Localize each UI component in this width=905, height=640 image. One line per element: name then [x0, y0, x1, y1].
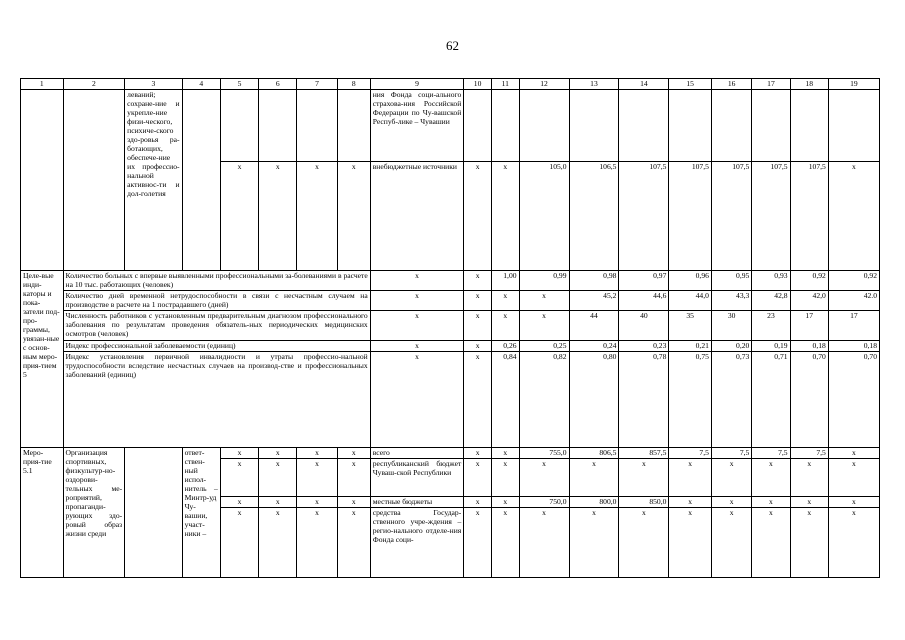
value-cell: x [669, 459, 712, 497]
value-cell: 0,18 [790, 341, 828, 352]
value-cell: 750,0 [519, 497, 569, 508]
measure-executor-cell: ответ-ствен-ный испол-нитель – Минтр-уд Чу-вашии, участ-ники – [182, 448, 220, 578]
value-cell: 45,2 [569, 291, 619, 311]
cell-empty [337, 90, 370, 162]
table-cell: x [464, 508, 492, 578]
indicator-row [21, 271, 880, 291]
table-cell: x [464, 162, 492, 271]
table-cell: x [491, 162, 519, 271]
cell-empty [669, 90, 712, 162]
value-cell: 0,93 [752, 271, 790, 291]
table-cell: x [491, 459, 519, 497]
value-cell: 850,0 [619, 497, 669, 508]
value-cell: x [619, 508, 669, 578]
indicator-name: Численность работников с установленным предварительным диагнозом профессионального заболевания по результатам проведения обязатель-ных периодических медицинских осмотров (человек) [63, 311, 370, 341]
table-cell: x [297, 508, 337, 578]
col-header-5: 5 [220, 79, 258, 90]
value-cell: x [711, 508, 751, 578]
value-cell: 0,20 [711, 341, 751, 352]
value-cell: 0,18 [828, 341, 879, 352]
value-cell: x [828, 162, 879, 271]
cell-empty [464, 90, 492, 162]
value-cell: x [828, 448, 879, 459]
col-header-8: 8 [337, 79, 370, 90]
program-table [20, 78, 880, 578]
table-cell: x [491, 508, 519, 578]
indicator-name: Индекс установления первичной инвалидности и утраты профессио-нальной трудоспособности вследствие несчастных случаев на производ-стве и профессиональных заболеваний (единиц) [63, 352, 370, 448]
value-cell: 0,99 [519, 271, 569, 291]
value-cell: 0,19 [752, 341, 790, 352]
value-cell: x [669, 497, 712, 508]
value-cell: x [752, 459, 790, 497]
value-cell: x [569, 508, 619, 578]
funding-source-cell: местные бюджеты [370, 497, 464, 508]
cell-empty [259, 90, 297, 162]
indicators-label-cell: Целе-вые инди-каторы и пока-затели под-про-граммы, увязан-ные с основ-ным меро-прия-тием 5 [21, 271, 64, 448]
value-cell: x [569, 459, 619, 497]
value-cell: 0,98 [569, 271, 619, 291]
measure-row [21, 448, 880, 459]
table-cell: x [370, 341, 464, 352]
col-header-16: 16 [711, 79, 751, 90]
funding-source-cell: республиканский бюджет Чуваш-ской Республики [370, 459, 464, 497]
table-cell: x [337, 448, 370, 459]
table-cell: x [220, 448, 258, 459]
value-cell: 0,92 [790, 271, 828, 291]
table-cell: x [337, 162, 370, 271]
table-cell: x [464, 311, 492, 341]
value-cell: 7,5 [669, 448, 712, 459]
value-cell: 800,0 [569, 497, 619, 508]
column-number-row [21, 79, 880, 90]
table-cell: x [337, 508, 370, 578]
budget-table-sheet [20, 78, 880, 580]
value-cell: 755,0 [519, 448, 569, 459]
col-header-6: 6 [259, 79, 297, 90]
value-cell: 17 [828, 311, 879, 341]
funding-source-cell: средства Государ-ственного учре-ждения – регио-нального отделе-ния Фонда соци- [370, 508, 464, 578]
cell-empty [220, 90, 258, 162]
value-cell: 44,6 [619, 291, 669, 311]
table-cell: x [464, 291, 492, 311]
table-cell: x [491, 497, 519, 508]
value-cell: 0,73 [711, 352, 751, 448]
cell-empty [828, 90, 879, 162]
table-cell: x [337, 497, 370, 508]
table-cell: x [297, 162, 337, 271]
value-cell: x [752, 497, 790, 508]
col-header-13: 13 [569, 79, 619, 90]
table-cell: x [464, 352, 492, 448]
value-cell: x [790, 508, 828, 578]
value-cell: x [828, 459, 879, 497]
table-cell: x [259, 497, 297, 508]
col-header-4: 4 [182, 79, 220, 90]
value-cell: 0,82 [519, 352, 569, 448]
value-cell: 107,5 [752, 162, 790, 271]
value-cell: 7,5 [790, 448, 828, 459]
table-cell: x [297, 448, 337, 459]
value-cell: 44,0 [669, 291, 712, 311]
cell-empty [619, 90, 669, 162]
funding-source-cell: всего [370, 448, 464, 459]
value-cell: 44 [569, 311, 619, 341]
table-cell: x [297, 497, 337, 508]
table-cell: x [464, 448, 492, 459]
value-cell: 0,95 [711, 271, 751, 291]
value-cell: 0,96 [669, 271, 712, 291]
cell-empty [491, 90, 519, 162]
indicator-row [21, 311, 880, 341]
table-cell: x [220, 162, 258, 271]
value-cell: 107,5 [619, 162, 669, 271]
value-cell: 0,84 [491, 352, 519, 448]
value-cell: 7,5 [711, 448, 751, 459]
cell-empty [790, 90, 828, 162]
funding-source-cell: ния Фонда соци-ального страхова-ния Российской Федерации по Чу-вашской Респуб-лике – Чувашии [370, 90, 464, 162]
value-cell: 0,78 [619, 352, 669, 448]
table-cell: x [464, 459, 492, 497]
value-cell: x [519, 311, 569, 341]
col-header-3: 3 [125, 79, 182, 90]
col-header-7: 7 [297, 79, 337, 90]
value-cell: 105,0 [519, 162, 569, 271]
value-cell: x [752, 508, 790, 578]
value-cell: 1,00 [491, 271, 519, 291]
value-cell: 43,3 [711, 291, 751, 311]
col-header-1: 1 [21, 79, 64, 90]
table-cell: x [370, 311, 464, 341]
col-header-9: 9 [370, 79, 464, 90]
cell-empty [63, 90, 125, 271]
indicator-name: Индекс профессиональной заболеваемости (единиц) [63, 341, 370, 352]
cell-empty [752, 90, 790, 162]
table-cell: x [220, 459, 258, 497]
value-cell: 0,25 [519, 341, 569, 352]
value-cell: 806,5 [569, 448, 619, 459]
task-description-cell: леваний; сохране-ние и укрепле-ние физи-ческого, психиче-ского здо-ровья ра-ботающих, обеспече-ние их профессио-нальной активнос-ти и дол-голетия [125, 90, 182, 271]
cell-empty [297, 90, 337, 162]
value-cell: x [519, 508, 569, 578]
table-cell: x [370, 291, 464, 311]
col-header-2: 2 [63, 79, 125, 90]
value-cell: 107,5 [711, 162, 751, 271]
value-cell: 107,5 [669, 162, 712, 271]
value-cell: x [519, 291, 569, 311]
table-cell: x [491, 448, 519, 459]
indicator-name: Количество больных с впервые выявленными профессиональными за-болеваниями в расчете на 10 тыс. работающих (человек) [63, 271, 370, 291]
cell-empty [21, 90, 64, 271]
col-header-12: 12 [519, 79, 569, 90]
value-cell: 0,21 [669, 341, 712, 352]
value-cell: x [828, 497, 879, 508]
table-cell: x [259, 448, 297, 459]
table-cell: x [464, 271, 492, 291]
value-cell: 0,70 [828, 352, 879, 448]
col-header-17: 17 [752, 79, 790, 90]
table-row [21, 90, 880, 162]
value-cell: 857,5 [619, 448, 669, 459]
value-cell: 42,8 [752, 291, 790, 311]
value-cell: 30 [711, 311, 751, 341]
table-cell: x [464, 341, 492, 352]
table-cell: x [220, 508, 258, 578]
page-number: 62 [446, 38, 459, 53]
value-cell: 0,24 [569, 341, 619, 352]
table-cell: x [259, 508, 297, 578]
table-cell: x [370, 352, 464, 448]
value-cell: x [790, 497, 828, 508]
value-cell: 106,5 [569, 162, 619, 271]
table-cell: x [259, 459, 297, 497]
value-cell: 35 [669, 311, 712, 341]
cell-empty [519, 90, 569, 162]
value-cell: 40 [619, 311, 669, 341]
value-cell: 42.0 [828, 291, 879, 311]
table-cell: x [259, 162, 297, 271]
value-cell: 17 [790, 311, 828, 341]
col-header-10: 10 [464, 79, 492, 90]
col-header-19: 19 [828, 79, 879, 90]
value-cell: 0,80 [569, 352, 619, 448]
indicator-row [21, 341, 880, 352]
table-cell: x [297, 459, 337, 497]
col-header-14: 14 [619, 79, 669, 90]
value-cell: x [711, 497, 751, 508]
value-cell: 0,92 [828, 271, 879, 291]
table-cell: x [220, 497, 258, 508]
value-cell: x [790, 459, 828, 497]
indicator-row [21, 291, 880, 311]
indicator-row [21, 352, 880, 448]
table-cell: x [337, 459, 370, 497]
table-cell: x [370, 271, 464, 291]
cell-empty [711, 90, 751, 162]
value-cell: 23 [752, 311, 790, 341]
value-cell: 42,0 [790, 291, 828, 311]
value-cell: x [669, 508, 712, 578]
col-header-11: 11 [491, 79, 519, 90]
value-cell: 0,23 [619, 341, 669, 352]
value-cell: x [711, 459, 751, 497]
indicator-name: Количество дней временной нетрудоспособности в связи с несчастным случаем на производстве в расчете на 1 пострадавшего (дней) [63, 291, 370, 311]
funding-source-cell: внебюджетные источники [370, 162, 464, 271]
value-cell: 7,5 [752, 448, 790, 459]
col-header-18: 18 [790, 79, 828, 90]
value-cell: x [519, 459, 569, 497]
value-cell: x [491, 291, 519, 311]
value-cell: 0,26 [491, 341, 519, 352]
cell-empty [182, 90, 220, 271]
cell-empty [569, 90, 619, 162]
cell-empty [125, 448, 182, 578]
value-cell: x [828, 508, 879, 578]
value-cell: x [491, 311, 519, 341]
value-cell: 0,70 [790, 352, 828, 448]
measure-name-cell: Организация спортивных, физкультур-но-оздорови-тельных ме-роприятий, пропаганди-рующих здо-ровый образ жизни среди [63, 448, 125, 578]
value-cell: x [619, 459, 669, 497]
value-cell: 0,97 [619, 271, 669, 291]
value-cell: 0,71 [752, 352, 790, 448]
col-header-15: 15 [669, 79, 712, 90]
table-cell: x [464, 497, 492, 508]
measure-label-cell: Меро-прия-тие 5.1 [21, 448, 64, 578]
value-cell: 107,5 [790, 162, 828, 271]
value-cell: 0,75 [669, 352, 712, 448]
